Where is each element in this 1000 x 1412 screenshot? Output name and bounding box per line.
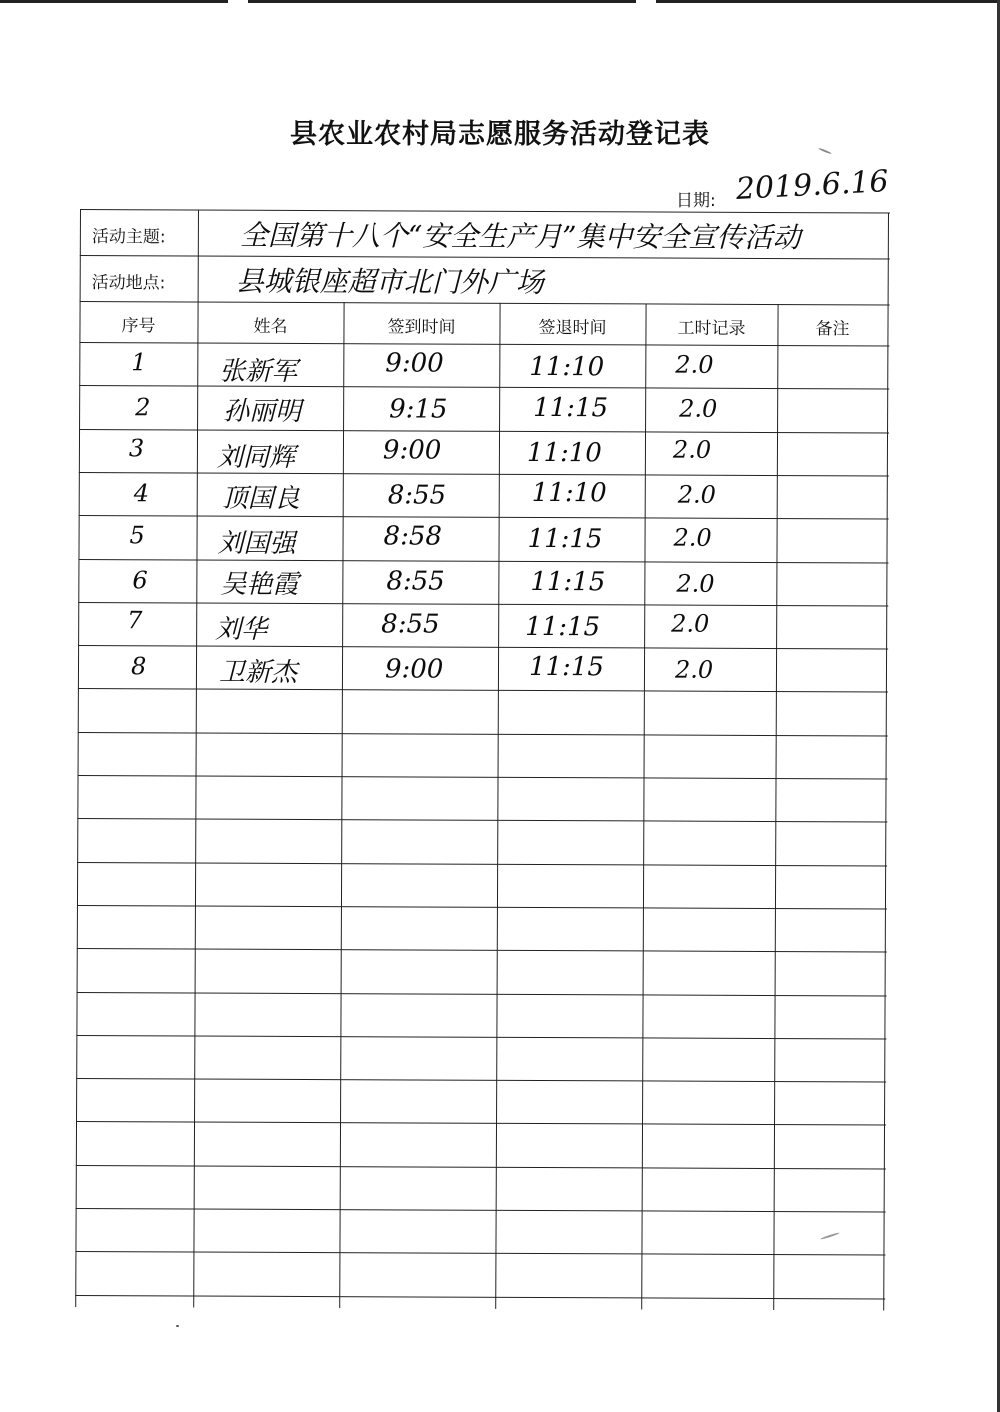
row-divider — [77, 948, 887, 953]
row-divider — [78, 688, 888, 693]
row-divider — [78, 558, 888, 563]
row-divider — [78, 645, 888, 650]
registration-table — [75, 209, 890, 1311]
date-value: 2019.6.16 — [735, 164, 890, 207]
row-divider — [77, 818, 887, 823]
column-divider — [773, 304, 778, 1310]
row-divider — [76, 1208, 886, 1213]
volunteer-name: 卫新杰 — [218, 657, 298, 689]
theme-label: 活动主题: — [91, 227, 166, 248]
row-number: 3 — [128, 433, 145, 462]
sign-out-time: 11:15 — [527, 523, 603, 554]
row-number: 1 — [131, 348, 147, 377]
form-title: 县农业农村局志愿服务活动登记表 — [290, 119, 710, 150]
table-border-bottom — [75, 1295, 885, 1300]
header-note: 备注 — [815, 319, 850, 340]
header-sign-out: 签退时间 — [538, 318, 607, 339]
sign-out-time: 11:10 — [529, 351, 605, 382]
location-value: 县城银座超市北门外广场 — [235, 264, 544, 300]
row-divider — [76, 1078, 886, 1083]
row-divider — [76, 1121, 886, 1126]
work-hours: 2.0 — [671, 609, 710, 638]
sign-in-time: 9:15 — [389, 394, 448, 425]
table-border-left — [75, 209, 81, 1307]
volunteer-name: 吴艳霞 — [220, 569, 299, 600]
column-divider — [495, 303, 500, 1309]
volunteer-name: 刘华 — [215, 614, 268, 646]
row-divider — [76, 1035, 886, 1040]
row-divider — [78, 602, 888, 607]
row-divider — [76, 1165, 886, 1170]
header-name: 姓名 — [253, 316, 288, 337]
row-divider — [79, 515, 889, 520]
row-number: 8 — [130, 651, 147, 680]
work-hours: 2.0 — [675, 350, 714, 379]
row-number: 2 — [135, 393, 151, 422]
sign-out-time: 11:10 — [531, 478, 607, 509]
row-divider — [77, 862, 887, 867]
column-divider — [193, 302, 198, 1308]
volunteer-name: 顶国良 — [221, 484, 300, 515]
volunteer-name: 刘同辉 — [216, 442, 295, 474]
work-hours: 2.0 — [674, 655, 714, 684]
work-hours: 2.0 — [672, 435, 712, 464]
row-divider — [75, 1251, 885, 1256]
work-hours: 2.0 — [677, 481, 716, 510]
column-divider — [641, 303, 646, 1309]
row-divider — [79, 342, 889, 347]
table-border-right — [883, 213, 889, 1311]
sign-out-time: 11:15 — [528, 652, 605, 683]
sign-out-time: 11:15 — [533, 392, 609, 424]
work-hours: 2.0 — [679, 394, 718, 424]
sign-in-time: 8:55 — [381, 609, 440, 640]
sign-out-time: 11:15 — [525, 611, 601, 643]
row-divider — [78, 775, 888, 780]
row-divider — [79, 429, 889, 434]
row-number: 4 — [133, 479, 150, 508]
sign-in-time: 8:55 — [386, 566, 445, 597]
row-divider — [77, 905, 887, 910]
row-number: 7 — [127, 606, 143, 635]
row-number: 6 — [132, 565, 148, 594]
sign-out-time: 11:10 — [526, 437, 602, 468]
theme-value: 全国第十八个“安全生产月”集中安全宣传活动 — [239, 218, 801, 255]
volunteer-name: 张新军 — [219, 356, 298, 387]
scan-top-edge — [0, 0, 1000, 3]
column-divider — [339, 302, 344, 1308]
date-row — [676, 164, 936, 212]
scan-mark — [176, 1325, 179, 1327]
volunteer-name: 孙丽明 — [223, 396, 302, 428]
row-divider — [79, 385, 889, 390]
work-hours: 2.0 — [676, 569, 715, 598]
location-label: 活动地点: — [91, 273, 166, 294]
work-hours: 2.0 — [673, 523, 712, 552]
header-no: 序号 — [121, 316, 156, 337]
sign-in-time: 9:00 — [385, 348, 444, 379]
sign-in-time: 8:55 — [387, 480, 447, 511]
volunteer-name: 刘国强 — [217, 528, 296, 560]
header-sign-in: 签到时间 — [387, 317, 456, 338]
sign-out-time: 11:15 — [530, 566, 606, 597]
header-hours: 工时记录 — [677, 318, 746, 339]
row-divider — [80, 301, 890, 306]
row-number: 5 — [129, 520, 145, 549]
row-divider — [79, 472, 889, 477]
label-column-divider — [198, 210, 199, 302]
sign-in-time: 8:58 — [383, 521, 443, 552]
sign-in-time: 9:00 — [382, 435, 442, 466]
row-divider — [77, 991, 887, 996]
sign-in-time: 9:00 — [384, 654, 444, 685]
date-label: 日期: — [676, 191, 716, 211]
row-divider — [78, 732, 888, 737]
